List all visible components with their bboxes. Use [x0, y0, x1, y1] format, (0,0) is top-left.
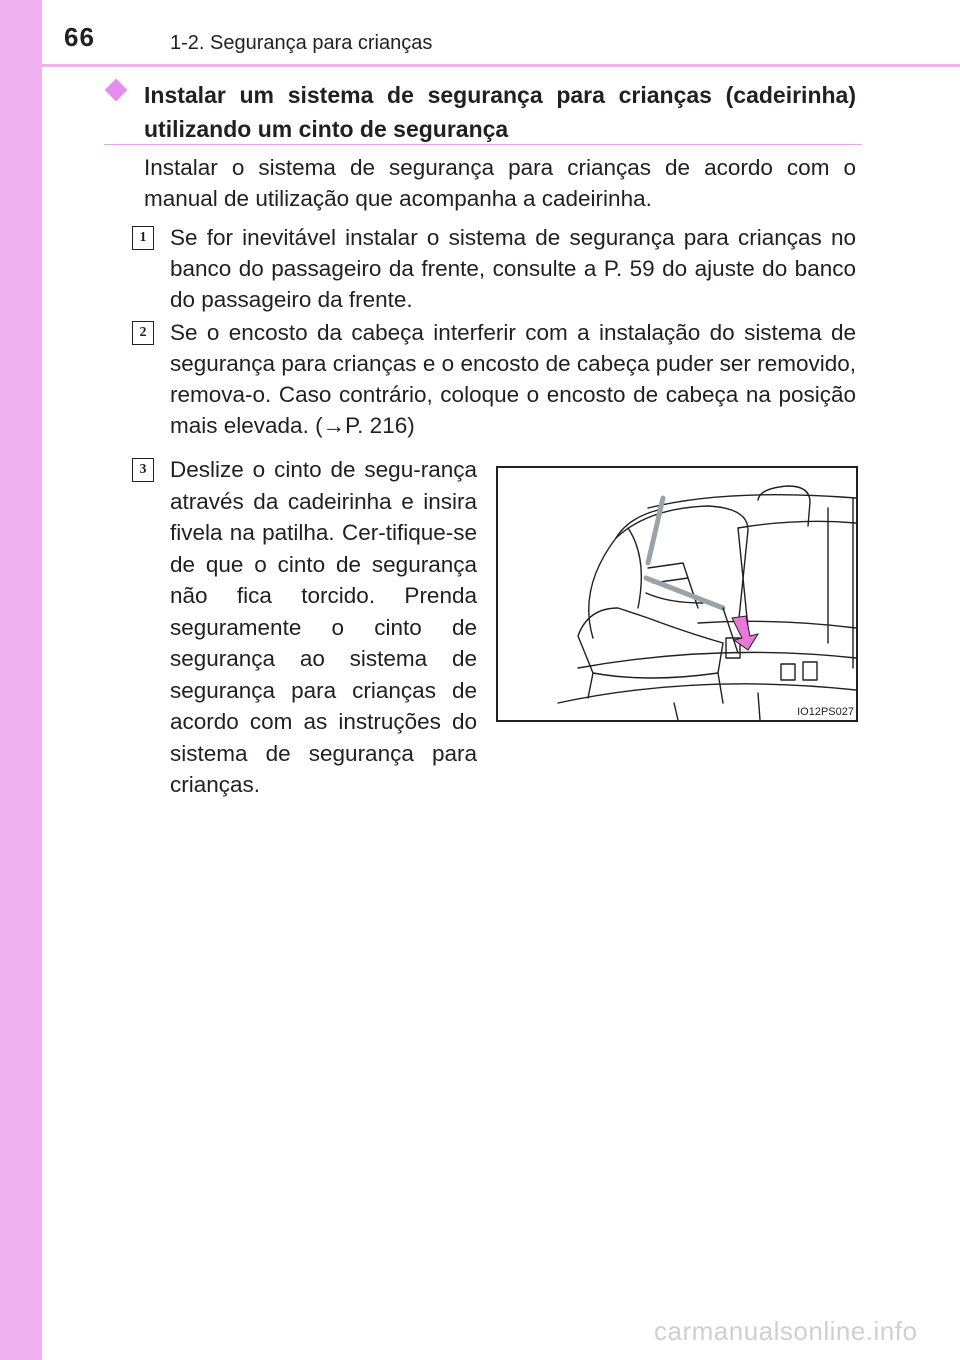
car-seat-illustration [496, 466, 858, 722]
step-3-text: Deslize o cinto de segu-rança através da cadeirinha e insira fivela na patilha. Cer-tifique-se de que o cinto de segurança não fica torcido. Prenda seguramente o cinto de segurança ao sistema de segurança para crianças de acordo com as instruções do sistema de segurança para crianças. [170, 457, 477, 797]
figure-code: IO12PS027 [797, 706, 854, 718]
step-number-3: 3 [132, 458, 154, 482]
step-number-2: 2 [132, 321, 154, 345]
header-rule [42, 64, 960, 67]
diamond-bullet-icon [105, 79, 128, 102]
page-number: 66 [64, 22, 95, 52]
heading-divider [104, 144, 862, 145]
section-title: 1-2. Segurança para crianças [170, 32, 433, 54]
step-2-text: Se o encosto da cabeça interferir com a instalação do sistema de segurança para crianças e o encosto de cabeça puder ser removido, remova-o. Caso contrário, coloque o encosto de cabeça na posição mais elevada. (→P. 216) [170, 320, 856, 438]
car-seat-drawing [498, 468, 856, 720]
step-number-1: 1 [132, 226, 154, 250]
side-tab-band [0, 0, 42, 1360]
step-1-text: Se for inevitável instalar o sistema de segurança para crianças no banco do passageiro da frente, consulte a P. 59 do ajuste do banco do passageiro da frente. [170, 225, 856, 312]
watermark: carmanualsonline.info [654, 1316, 918, 1346]
subsection-heading: Instalar um sistema de segurança para crianças (cadeirinha) utilizando um cinto de segurança [144, 82, 856, 142]
intro-paragraph: Instalar o sistema de segurança para crianças de acordo com o manual de utilização que acompanha a cadeirinha. [144, 155, 856, 211]
